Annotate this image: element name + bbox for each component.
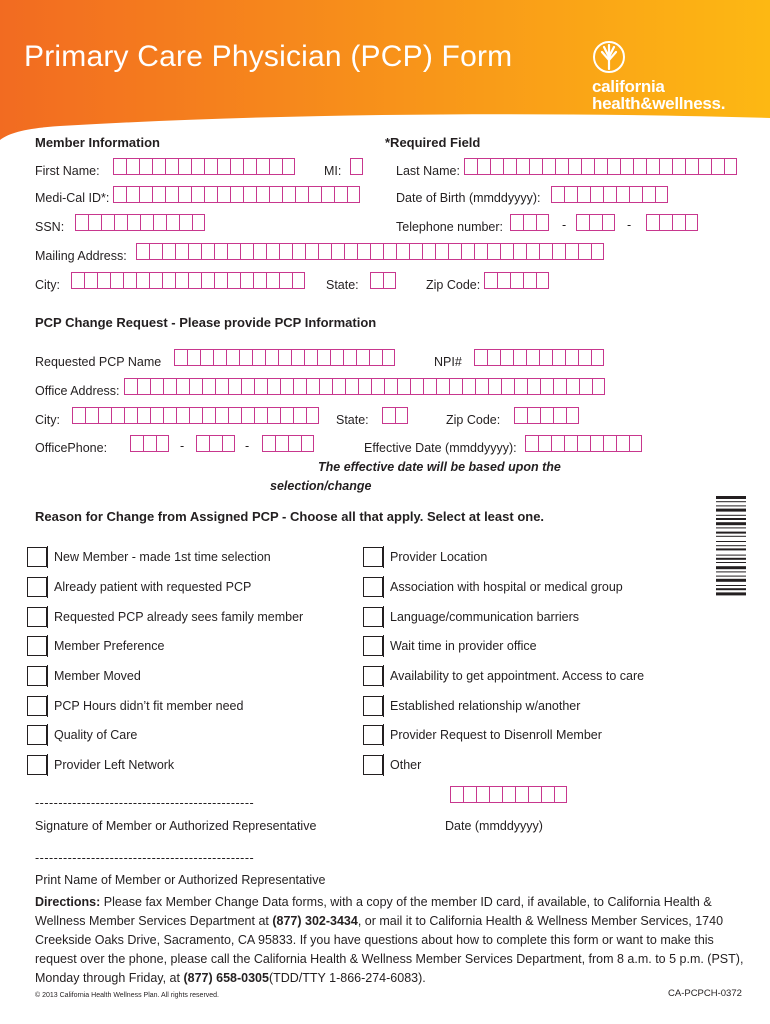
mi-label: MI: [324, 164, 342, 178]
reason-left-label: New Member - made 1st time selection [47, 546, 271, 568]
logo-wordmark: california health&wellness. [592, 77, 726, 113]
signature-date-label: Date (mmddyyyy) [445, 819, 543, 833]
reason-right-checkbox[interactable] [363, 636, 383, 656]
pcp-city-field[interactable] [72, 407, 319, 424]
office-phone-line-field[interactable] [262, 435, 314, 452]
effective-date-label: Effective Date (mmddyyyy): [364, 441, 517, 455]
reason-right-checkbox[interactable] [363, 577, 383, 597]
reason-left-checkbox[interactable] [27, 696, 47, 716]
reason-left-checkbox[interactable] [27, 725, 47, 745]
dash-separator: - [245, 439, 250, 453]
reason-right-checkbox[interactable] [363, 725, 383, 745]
sun-flower-icon [592, 40, 626, 74]
barcode-bar [716, 558, 746, 560]
barcode [716, 496, 746, 646]
reason-right-label: Availability to get appointment. Access to care [383, 665, 644, 687]
signature-line: ----------------------------------------------- [35, 796, 255, 810]
last-name-label: Last Name: [396, 164, 460, 178]
barcode-bar [716, 555, 746, 556]
reason-right-label: Language/communication barriers [383, 606, 579, 628]
barcode-bar [716, 579, 746, 582]
reason-right-checkbox[interactable] [363, 547, 383, 567]
member-info-heading: Member Information [35, 135, 160, 150]
reason-left-checkbox[interactable] [27, 755, 47, 775]
barcode-bar [716, 527, 746, 528]
reason-left-label: Already patient with requested PCP [47, 576, 251, 598]
reason-left-label: Member Preference [47, 635, 164, 657]
office-phone-prefix-field[interactable] [196, 435, 235, 452]
reason-left-label: Quality of Care [47, 724, 137, 746]
form-code: CA-PCPCH-0372 [668, 988, 742, 999]
telephone-line-field[interactable] [646, 214, 698, 231]
reason-left-checkbox[interactable] [27, 577, 47, 597]
ssn-field[interactable] [75, 214, 205, 231]
barcode-bar [716, 518, 746, 520]
barcode-bar [716, 588, 746, 590]
telephone-prefix-field[interactable] [576, 214, 615, 231]
reason-right-label: Provider Location [383, 546, 487, 568]
pcp-request-heading: PCP Change Request - Please provide PCP Information [35, 315, 377, 330]
office-phone-label: OfficePhone: [35, 441, 108, 455]
barcode-bar [716, 545, 746, 546]
header-banner [0, 0, 770, 150]
reason-right-label: Association with hospital or medical group [383, 576, 623, 598]
reason-left-checkbox[interactable] [27, 547, 47, 567]
barcode-bar [716, 509, 746, 512]
medical-id-field[interactable] [113, 186, 360, 203]
barcode-bar [716, 585, 746, 586]
dash-separator: - [180, 439, 185, 453]
reason-left-checkbox[interactable] [27, 636, 47, 656]
requested-pcp-label: Requested PCP Name [35, 355, 162, 369]
reason-left-label: PCP Hours didn’t fit member need [47, 695, 243, 717]
california-health-wellness-logo [592, 40, 752, 116]
barcode-bar [716, 571, 746, 572]
dash-separator: - [562, 218, 567, 232]
copyright-text: © 2013 California Health Wellness Plan. All rights reserved. [35, 992, 220, 999]
print-name-line: ----------------------------------------------- [35, 851, 255, 865]
barcode-bar [716, 566, 746, 569]
reason-heading: Reason for Change from Assigned PCP - Choose all that apply. Select at least one. [35, 509, 545, 524]
reason-right-checkbox[interactable] [363, 666, 383, 686]
ssn-label: SSN: [35, 220, 65, 234]
effective-date-note: The effective date will be based upon the [318, 460, 561, 474]
required-field-note: *Required Field [385, 135, 481, 150]
reason-right-checkbox[interactable] [363, 755, 383, 775]
print-name-label: Print Name of Member or Authorized Representative [35, 873, 326, 887]
dob-field[interactable] [551, 186, 668, 203]
city-field[interactable] [71, 272, 305, 289]
effective-date-note-2: selection/change [270, 479, 372, 493]
pcp-state-field[interactable] [382, 407, 408, 424]
barcode-bar [716, 536, 746, 537]
mi-field[interactable] [350, 158, 363, 175]
reason-left-label: Member Moved [47, 665, 141, 687]
reason-right-label: Other [383, 754, 421, 776]
zip-field[interactable] [484, 272, 549, 289]
barcode-bar [716, 548, 746, 550]
reason-right-label: Established relationship w/another [383, 695, 580, 717]
reason-right-checkbox[interactable] [363, 607, 383, 627]
barcode-bar [716, 576, 746, 577]
reason-right-label: Provider Request to Disenroll Member [383, 724, 602, 746]
reason-left-label: Provider Left Network [47, 754, 174, 776]
mailing-address-field[interactable] [136, 243, 604, 260]
npi-field[interactable] [474, 349, 604, 366]
barcode-bar [716, 501, 746, 502]
form-title: Primary Care Physician (PCP) Form [24, 40, 513, 73]
barcode-bar [716, 505, 746, 506]
reason-left-checkbox[interactable] [27, 666, 47, 686]
npi-label: NPI# [434, 355, 462, 369]
pcp-zip-field[interactable] [514, 407, 579, 424]
medical-id-label: Medi-Cal ID*: [35, 191, 110, 205]
reason-right-label: Wait time in provider office [383, 635, 537, 657]
city-label: City: [35, 278, 60, 292]
pcp-city-label: City: [35, 413, 60, 427]
requested-pcp-field[interactable] [174, 349, 395, 366]
telephone-label: Telephone number: [396, 220, 504, 234]
pcp-state-label: State: [336, 413, 369, 427]
first-name-label: First Name: [35, 164, 100, 178]
reason-left-checkbox[interactable] [27, 607, 47, 627]
signature-label: Signature of Member or Authorized Representative [35, 819, 317, 833]
first-name-field[interactable] [113, 158, 295, 175]
dash-separator: - [627, 218, 632, 232]
last-name-field[interactable] [464, 158, 737, 175]
barcode-bar [716, 532, 746, 534]
office-phone-area-field[interactable] [130, 435, 169, 452]
directions-text: Directions: Please fax Member Change Data forms, with a copy of the member ID card, if available, to California Health & Wellness Member Services Department at (877) 302-3434, or mail it to California Health & Wellness Member Services, 1740 Creekside Oaks Drive, Sacramento, CA 95833. If you have questions about how to complete this form or want to make this request over the phone, please call the California Health & Wellness Member Services Department, from 8 a.m. to 5 p.m. (PST), Monday through Friday, at (877) 658-0305(TDD/TTY 1-866-274-6083). [35, 895, 744, 985]
barcode-bar [716, 496, 746, 499]
barcode-bar [716, 541, 746, 542]
barcode-bar [716, 592, 746, 595]
office-address-label: Office Address: [35, 384, 120, 398]
barcode-bar [716, 522, 746, 525]
pcp-zip-label: Zip Code: [446, 413, 501, 427]
state-label: State: [326, 278, 359, 292]
reason-right-checkbox[interactable] [363, 696, 383, 716]
state-field[interactable] [370, 272, 396, 289]
office-address-field[interactable] [124, 378, 605, 395]
barcode-bar [716, 515, 746, 516]
mailing-address-label: Mailing Address: [35, 249, 127, 263]
effective-date-field[interactable] [525, 435, 642, 452]
reason-left-label: Requested PCP already sees family member [47, 606, 303, 628]
dob-label: Date of Birth (mmddyyyy): [396, 191, 541, 205]
telephone-area-field[interactable] [510, 214, 549, 231]
zip-label: Zip Code: [426, 278, 481, 292]
barcode-bar [716, 562, 746, 563]
signature-date-field[interactable] [450, 786, 567, 803]
